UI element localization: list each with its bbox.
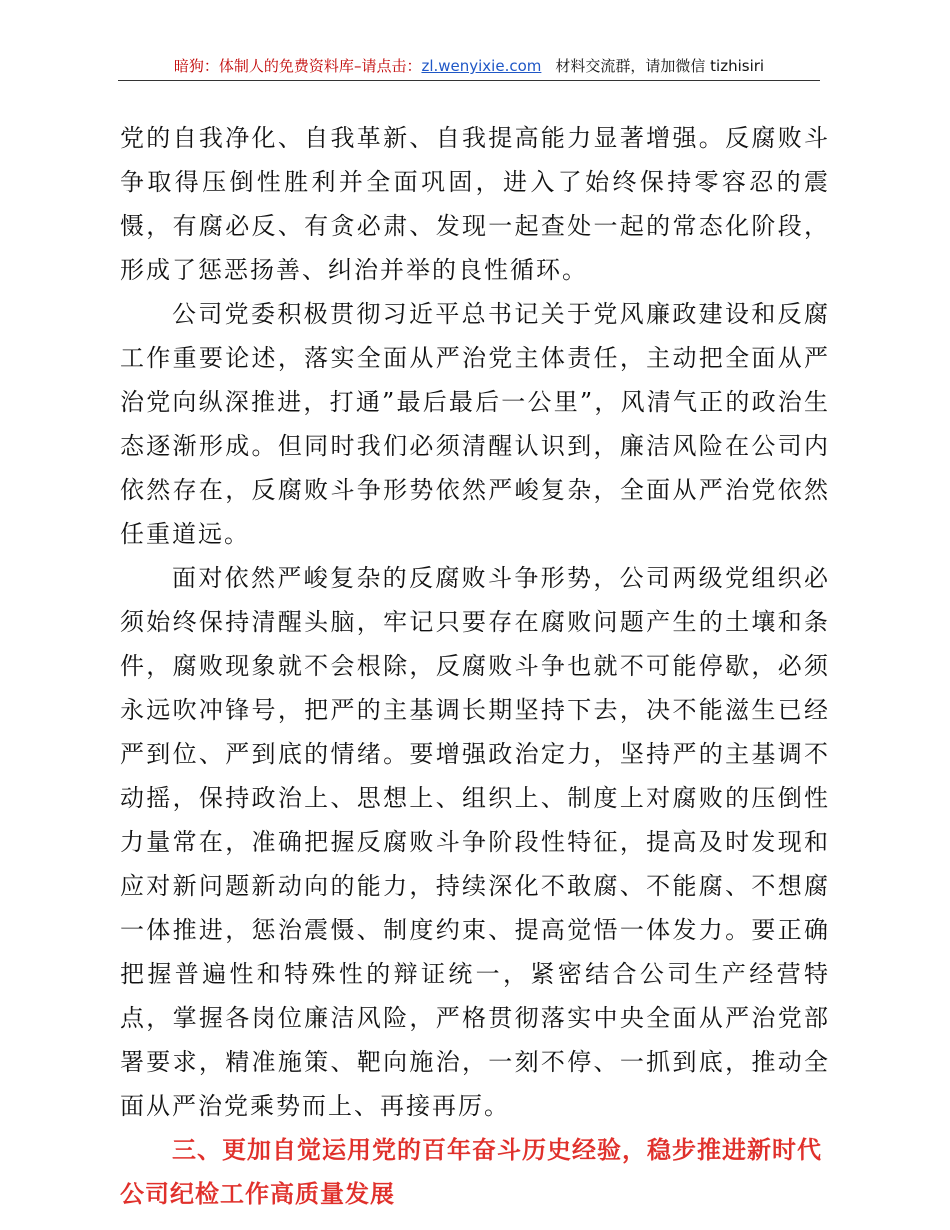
header-prompt: –请点击： — [353, 57, 422, 75]
paragraph-continued: 党的自我净化、自我革新、自我提高能力显著增强。反腐败斗争取得压倒性胜利并全面巩固，进入了始终保持零容忍的震慑，有腐必反、有贪必肃、发现一起查处一起的常态化阶段，形成了惩恶扬善、纠治并举的良性循环。 — [120, 124, 830, 284]
paragraph-anti-corruption: 面对依然严峻复杂的反腐败斗争形势，公司两级党组织必须始终保持清醒头脑，牢记只要存在腐败问题产生的土壤和条件，腐败现象就不会根除，反腐败斗争也就不可能停歇，必须永远吹冲锋号，把严的主基调长期坚持下去，决不能滋生已经严到位、严到底的情绪。要增强政治定力，坚持严的主基调不动摇，保持政治上、思想上、组织上、制度上对腐败的压倒性力量常在，准确把握反腐败斗争阶段性特征，提高及时发现和应对新问题新动向的能力，持续深化不敢腐、不能腐、不想腐一体推进，惩治震慑、制度约束、提高觉悟一体发力。要正确把握普遍性和特殊性的辩证统一，紧密结合公司生产经营特点，掌握各岗位廉洁风险，严格贯彻落实中央全面从严治党部署要求，精准施策、靶向施治，一刻不停、一抓到底，推动全面从严治党乘势而上、再接再厉。 — [120, 564, 830, 1120]
header-wechat-note: 材料交流群，请加微信 tizhisiri — [555, 57, 765, 75]
document-body — [120, 116, 830, 1216]
header-link[interactable]: zl.wenyixie.com — [421, 57, 542, 75]
header-brand: 暗狗：体制人的免费资料库 — [173, 57, 354, 75]
paragraph-party-committee: 公司党委积极贯彻习近平总书记关于党风廉政建设和反腐工作重要论述，落实全面从严治党主体责任，主动把全面从严治党向纵深推进，打通”最后最后一公里”，风清气正的政治生态逐渐形成。但同时我们必须清醒认识到，廉洁风险在公司内依然存在，反腐败斗争形势依然严峻复杂，全面从严治党依然任重道远。 — [120, 300, 830, 548]
page-header — [118, 54, 820, 81]
section-heading: 三、更加自觉运用党的百年奋斗历史经验，稳步推进新时代公司纪检工作高质量发展 — [120, 1136, 822, 1208]
